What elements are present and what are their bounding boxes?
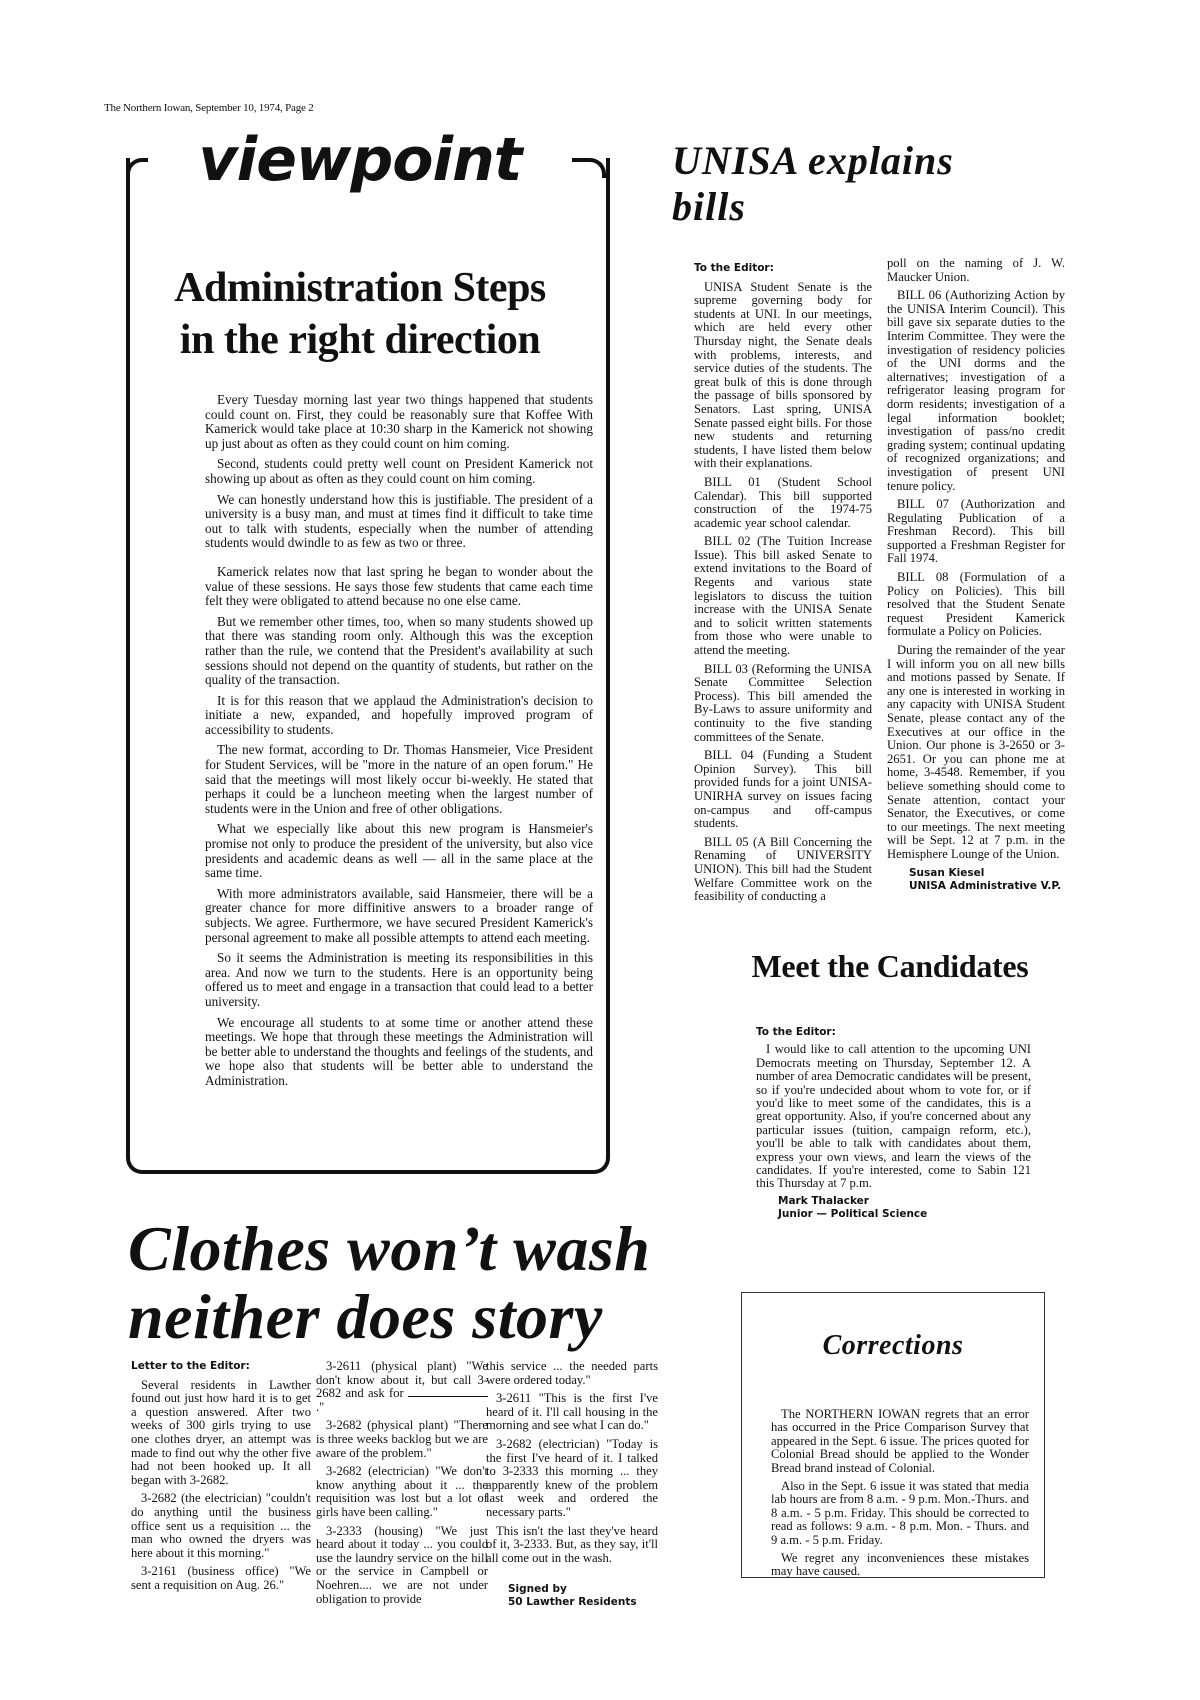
laundry-headline-line1: Clothes won’t wash — [128, 1213, 651, 1284]
editorial-headline-line1: Administration Steps — [174, 265, 546, 311]
unisa-column-2 — [887, 257, 1065, 898]
unisa-paragraph: BILL 04 (Funding a Student Opinion Survey). This bill provided funds for a joint UNISA-UNIRHA survey on issues facing on-campus and off-campus students. — [694, 748, 872, 831]
unisa-signature-name: Susan Kiesel — [909, 866, 985, 879]
laundry-paragraph: 3-2161 (business office) "We sent a requisition on Aug. 26." — [131, 1564, 311, 1592]
candidates-signature-title: Junior — Political Science — [778, 1207, 928, 1220]
corrections-headline: Corrections — [822, 1330, 964, 1361]
unisa-paragraph: BILL 03 (Reforming the UNISA Senate Committee Selection Process). This bill amended the By-Laws to assure uniformity and continuity to the five standing committees of the Senate. — [694, 661, 872, 744]
laundry-paragraph-end: ." — [316, 1399, 325, 1414]
unisa-paragraph: During the remainder of the year I will inform you on all new bills and motions passed by Senate. If any one is interested in working in any capacity with UNISA Student Senate, please contact any of the Executives at our office in the Union. Our phone is 3-2650 or 3-2651. Or you can phone me at home, 3-4548. Remember, if you believe something should come to Senate attention, contact your Senator, the Executives, or come to our meetings. The next meeting will be Sept. 12 at 7 p.m. in the Hemisphere Lounge of the Union. — [887, 643, 1065, 861]
unisa-paragraph: BILL 07 (Authorization and Regulating Publication of a Freshman Record). This bill supported a Freshman Register for Fall 1974. — [887, 497, 1065, 566]
editorial-paragraph: We encourage all students to at some time or another attend these meetings. We hope that through these meetings the Administration will be better able to understand the thoughts and feelings of the students, and we hope also that students will be better able to understand the Administration. — [205, 1014, 593, 1088]
editorial-headline — [140, 262, 580, 366]
editorial-paragraph: The new format, according to Dr. Thomas Hansmeier, Vice President for Student Services, will be "more in the nature of an open forum." He said that the meetings will most likely occur bi-weekly. He stated that perhaps it could be a luncheon meeting when the largest number of students were in the Union and free of other obligations. — [205, 742, 593, 816]
laundry-paragraph: 3-2682 (physical plant) "There is three weeks backlog but we are aware of the problem." — [316, 1418, 488, 1460]
unisa-column-1 — [694, 262, 872, 909]
editorial-paragraph: Kamerick relates now that last spring he began to wonder about the value of these sessions. He says those few students that came each time felt they were obligated to attend because no one else came. — [205, 563, 593, 609]
laundry-column-3 — [486, 1360, 658, 1614]
unisa-paragraph: BILL 01 (Student School Calendar). This bill supported construction of the 1974-75 academic year school calendar. — [694, 474, 872, 530]
unisa-paragraph: BILL 06 (Authorizing Action by the UNISA Interim Council). This bill gave six separate duties to the Interim Committee. They were the investigation of residency policies of the UNI dorms and the alternatives; investigation of a refrigerator leasing program for dorm residents; investigation of a legal information booklet; investigation of pass/no credit grading system; continual updating of recognized organizations; and investigation of present UNI tenure policy. — [887, 288, 1065, 493]
laundry-paragraph: 3-2682 (electrician) "Today is the first I've heard of it. I talked to 3-2333 this morning ... they apparently knew of the problem last week and ordered the necessary parts." — [486, 1436, 658, 1519]
editorial-paragraph: We can honestly understand how this is justifiable. The president of a university is a busy man, and must at times find it difficult to take time out to talk with students, especially when the number of attending students would dwindle to as few as two or three. — [205, 491, 593, 551]
corrections-paragraph: Also in the Sept. 6 issue it was stated that media lab hours are from 8 a.m. - 9 p.m. Mon.-Thurs. and 8 a.m. - 5 p.m. Friday. This should be corrected to read as follows: 9 a.m. - 8 p.m. Mon. - Thurs. and 9 a.m. - 5 p.m. Friday. — [771, 1479, 1029, 1547]
editorial-paragraph: But we remember other times, too, when so many students showed up that there was standing room only. Although this was the exception rather than the rule, we contend that the President's availability at such sessions should not depend on the quantity of students, but rather on the quality of the transaction. — [205, 613, 593, 688]
unisa-paragraph: UNISA Student Senate is the supreme governing body for students at UNI. In our meetings, which are held every other Thursday night, the Senate deals with problems, interests, and service duties of the students. The great bulk of this is done through the passage of bills sponsored by Senators. Last spring, UNISA Senate passed eight bills. For those new students and returning students, I have listed them below with their explanations. — [694, 279, 872, 471]
editorial-paragraph: Second, students could pretty well count on President Kamerick not showing up about as often as they could count on him coming. — [205, 456, 593, 486]
candidates-headline: Meet the Candidates — [751, 948, 1029, 984]
laundry-column-1 — [131, 1360, 311, 1598]
page-folio: The Northern Iowan, September 10, 1974, Page 2 — [104, 102, 314, 114]
laundry-paragraph: 3-2611 "This is the first I've heard of it. I'll call housing in the morning and see what I can do." — [486, 1391, 658, 1433]
corrections-paragraph: We regret any inconveniences these mistakes may have caused. — [771, 1551, 1029, 1579]
editorial-paragraph: It is for this reason that we applaud the Administration's decision to initiate a new, expanded, and hopefully improved program of accessibility to students. — [205, 692, 593, 737]
laundry-paragraph: 3-2333 (housing) "We just heard about it today ... you could use the laundry service on the hill or the service in Campbell or Noehren.... we are not under obligation to provide — [316, 1523, 488, 1606]
unisa-paragraph: poll on the naming of J. W. Maucker Union. — [887, 256, 1065, 284]
laundry-paragraph: Several residents in Lawther found out just how hard it is to get a question answered. After two weeks of 300 girls trying to use one clothes dryer, an attempt was made to find out why the other five had not been hooked up. It all began with 3-2682. — [131, 1377, 311, 1487]
laundry-signature-line1: Signed by — [508, 1583, 567, 1596]
laundry-paragraph: 3-2682 (electrician) "We don't know anything about it ... the requisition was lost but a lot of girls have been calling." — [316, 1464, 488, 1519]
unisa-paragraph: BILL 05 (A Bill Concerning the Renaming of UNIVERSITY UNION). This bill had the Student Welfare Committee work on the feasibility of conducting a — [694, 834, 872, 904]
laundry-paragraph: This isn't the last they've heard of it, 3-2333. But, as they say, it'll all come out in the wash. — [486, 1523, 658, 1565]
corrections-paragraph: The NORTHERN IOWAN regrets that an error has occurred in the Price Comparison Survey that appeared in the Sept. 6 issue. The prices quoted for Colonial Bread should be applied to the Wonder Bread brand instead of Colonial. — [771, 1407, 1029, 1475]
laundry-headline — [128, 1215, 688, 1351]
laundry-paragraph-text: 3-2611 (physical plant) "We don't know about it, but call 3-2682 and ask for — [316, 1359, 488, 1401]
editorial-paragraph: Every Tuesday morning last year two things happened that students could count on. First, they could be reasonably sure that Koffee With Kamerick would take place at 10:30 sharp in the Kamerick not showing up just about as often as they could count on him coming. — [205, 392, 593, 451]
candidates-salutation: To the Editor: — [756, 1026, 836, 1038]
laundry-paragraph — [316, 1360, 488, 1414]
editorial-headline-line2: in the right direction — [179, 317, 541, 363]
laundry-paragraph: this service ... the needed parts were ordered today." — [486, 1359, 658, 1387]
candidates-letter — [756, 1026, 1031, 1225]
unisa-headline-line1: UNISA explains — [672, 138, 954, 183]
blank-line — [408, 1396, 488, 1397]
candidates-signature-name: Mark Thalacker — [778, 1194, 869, 1207]
laundry-signature-line2: 50 Lawther Residents — [508, 1596, 637, 1609]
candidates-paragraph: I would like to call attention to the upcoming UNI Democrats meeting on Thursday, September 12. A number of area Democratic candidates will be present, so if you're undecided about whom to vote for, or if you'd like to meet some of the candidates, this is a great opportunity. Also, if you're concerned about any particular issues (tuition, campaign reform, etc.), you'll be able to talk with candidates about them, express your own views, and learn the views of the candidates. If you're interested, come to Sabin 121 this Thursday at 7 p.m. — [756, 1042, 1031, 1191]
editorial-paragraph: So it seems the Administration is meeting its responsibilities in this area. And now we turn to the students. Here is an opportunity being offered us to meet and engage in a transaction that could lead to a better university. — [205, 950, 593, 1009]
unisa-salutation: To the Editor: — [694, 262, 774, 274]
editorial-paragraph: With more administrators available, said Hansmeier, there will be a greater chance for more diffinitive answers to a broader range of subjects. We agree. Furthermore, we have secured President Kamerick's personal agreement to make all possible attempts to attend each meeting. — [205, 885, 593, 945]
editorial-paragraph: What we especially like about this new program is Hansmeier's promise not only to produce the president of the university, but also vice presidents and academic deans as well — all in the same place at the same time. — [205, 821, 593, 881]
editorial-body — [205, 393, 593, 1095]
unisa-headline — [672, 138, 1092, 230]
laundry-salutation: Letter to the Editor: — [131, 1360, 250, 1372]
laundry-paragraph: 3-2682 (the electrician) "couldn't do anything until the business office sent us a requisition ... the man who owned the dryers was here about it this morning." — [131, 1491, 311, 1560]
corrections-body — [771, 1408, 1029, 1584]
unisa-signature-title: UNISA Administrative V.P. — [909, 879, 1062, 892]
laundry-headline-line2: neither does story — [128, 1281, 603, 1352]
viewpoint-logo: viewpoint — [148, 128, 572, 192]
unisa-headline-line2: bills — [672, 184, 746, 229]
unisa-paragraph: BILL 02 (The Tuition Increase Issue). This bill asked Senate to extend invitations to the Board of Regents and various state legislators to discuss the tuition increase with the UNISA Senate and to solicit written statements from those who were unable to attend the meeting. — [694, 534, 872, 658]
unisa-paragraph: BILL 08 (Formulation of a Policy on Policies). This bill resolved that the Student Senate request President Kamerick formulate a Policy on Policies. — [887, 570, 1065, 639]
laundry-column-2 — [316, 1360, 488, 1611]
